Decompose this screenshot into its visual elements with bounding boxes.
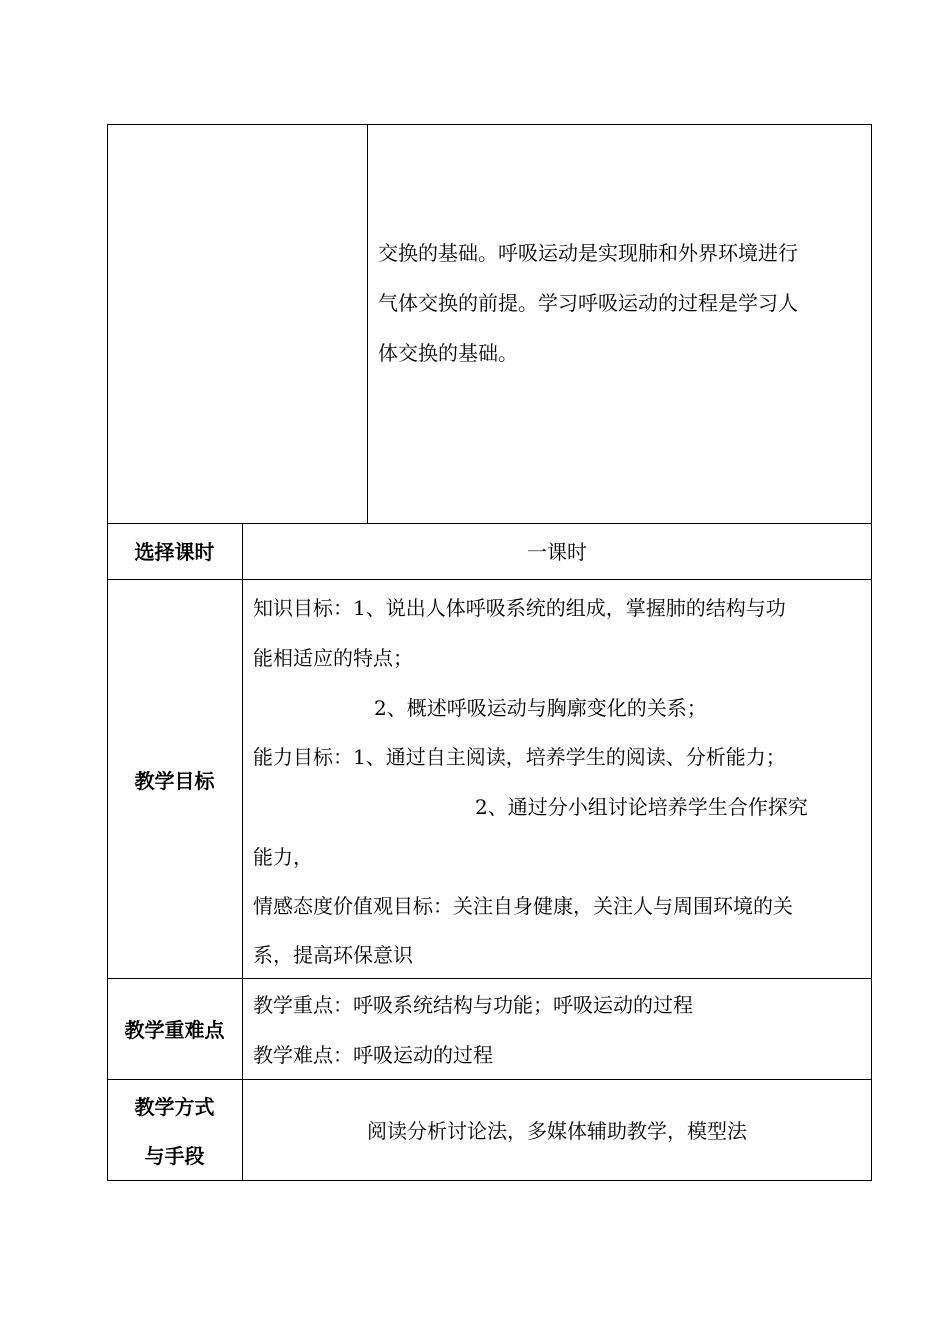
objectives-line-2: 能相适应的特点； (253, 646, 413, 670)
objectives-line-6: 能力， (253, 845, 313, 869)
objectives-line-7: 情感态度价值观目标：关注自身健康，关注人与周围环境的关 (253, 894, 793, 918)
objectives-label: 教学目标 (134, 769, 215, 793)
label-column-divider (242, 523, 243, 1180)
key-points-label: 教学重难点 (124, 1018, 225, 1042)
key-point-line-1: 教学重点：呼吸系统结构与功能；呼吸运动的过程 (253, 993, 693, 1017)
methods-label-line-1: 教学方式 (134, 1095, 215, 1119)
methods-label-line-2: 与手段 (144, 1144, 205, 1168)
key-point-line-2: 教学难点：呼吸运动的过程 (253, 1043, 493, 1067)
objectives-line-5: 2、通过分小组讨论培养学生合作探究 (475, 795, 808, 819)
top-text-line-3: 体交换的基础。 (378, 341, 518, 365)
objectives-line-3: 2、概述呼吸运动与胸廓变化的关系； (374, 696, 707, 720)
row-divider-3 (107, 978, 872, 979)
top-text-line-2: 气体交换的前提。学习呼吸运动的过程是学习人 (378, 291, 798, 315)
objectives-line-4: 能力目标：1、通过自主阅读，培养学生的阅读、分析能力； (253, 745, 786, 769)
lesson-time-value: 一课时 (527, 540, 587, 564)
top-column-divider (367, 124, 368, 524)
row-divider-1 (107, 523, 872, 524)
objectives-line-8: 系，提高环保意识 (253, 943, 413, 967)
lesson-time-label: 选择课时 (134, 540, 215, 564)
row-divider-2 (107, 579, 872, 580)
methods-value: 阅读分析讨论法，多媒体辅助教学，模型法 (367, 1119, 747, 1143)
top-text-line-1: 交换的基础。呼吸运动是实现肺和外界环境进行 (378, 241, 798, 265)
row-divider-4 (107, 1079, 872, 1080)
objectives-line-1: 知识目标：1、说出人体呼吸系统的组成，掌握肺的结构与功 (253, 596, 786, 620)
